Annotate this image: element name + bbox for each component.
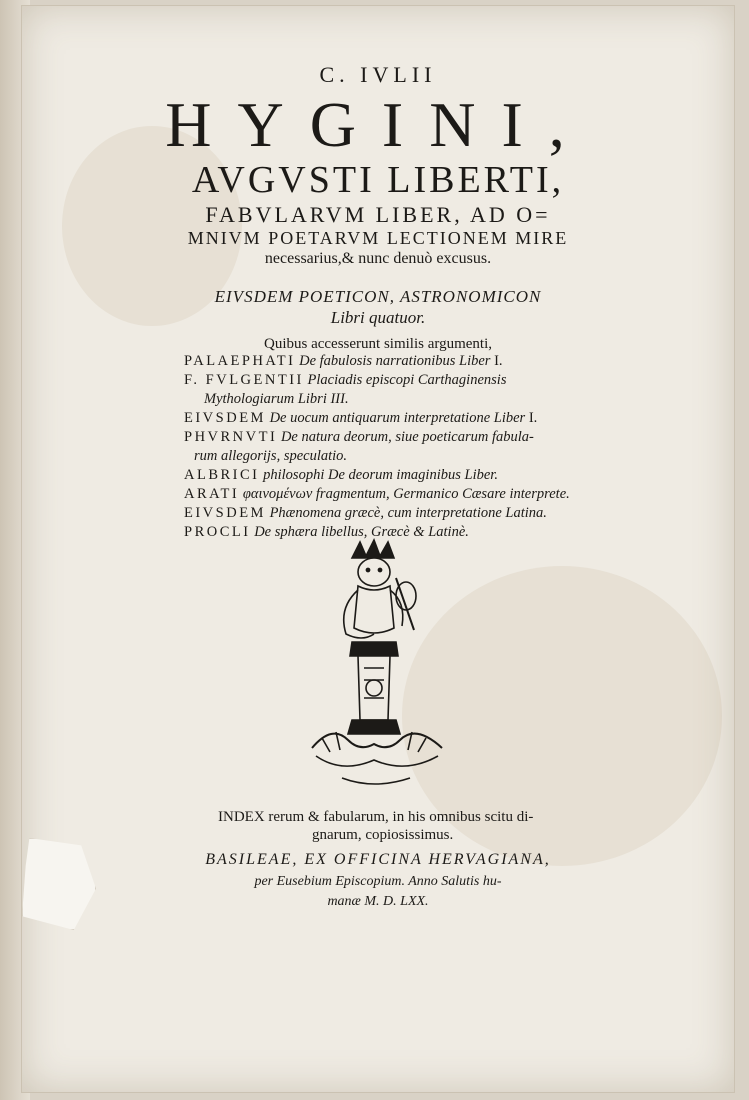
author-line: C. IVLII xyxy=(319,62,437,87)
title-page xyxy=(22,6,734,1092)
libri-line: Libri quatuor. xyxy=(330,308,426,327)
contents-item: PALAEPHATI De fabulosis narrationibus Liber I. xyxy=(184,353,503,369)
fabularum-line-3: necessarius,& nunc denuò excusus. xyxy=(264,250,492,267)
imprint-line-1: BASILEAE, EX OFFICINA HERVAGIANA, xyxy=(205,851,551,868)
quibus-line: Quibus accesserunt similis argumenti, xyxy=(263,336,493,352)
contents-item: ARATI φαινομένων fragmentum, Germanico Cæsare interprete. xyxy=(184,486,570,502)
index-line-2: gnarum, copiosissimus. xyxy=(312,827,454,843)
contents-item: rum allegorijs, speculatio. xyxy=(194,448,348,464)
imprint-line-3: manæ M. D. LXX. xyxy=(327,894,429,909)
book-title: HYGINI, xyxy=(165,89,591,160)
eiusdem-line: EIVSDEM POETICON, ASTRONOMICON xyxy=(214,287,542,306)
contents-item: ALBRICI philosophi De deorum imaginibus Liber. xyxy=(184,467,498,483)
index-line-1: INDEX rerum & fabularum, in his omnibus scitu di- xyxy=(218,809,534,825)
contents-list xyxy=(184,352,584,542)
contents-item: Mythologiarum Libri III. xyxy=(204,391,349,407)
contents-item: PHVRNVTI De natura deorum, siue poeticarum fabula- xyxy=(184,429,534,445)
contents-item: F. FVLGENTII Placiadis episcopi Carthaginensis xyxy=(184,372,507,388)
fabularum-line-2: MNIVM POETARVM LECTIONEM MIRE xyxy=(187,228,569,248)
subtitle: AVGVSTI LIBERTI, xyxy=(191,159,565,201)
printers-device-woodcut xyxy=(302,538,452,798)
contents-item: EIVSDEM De uocum antiquarum interpretatione Liber I. xyxy=(184,410,538,426)
contents-item: PROCLI De sphæra libellus, Græcè & Latinè. xyxy=(184,524,469,540)
fabularum-line-1: FABVLARVM LIBER, AD O= xyxy=(205,202,551,227)
imprint-line-2: per Eusebium Episcopium. Anno Salutis hu- xyxy=(254,874,502,889)
contents-item: EIVSDEM Phænomena græcè, cum interpretatione Latina. xyxy=(184,505,547,521)
